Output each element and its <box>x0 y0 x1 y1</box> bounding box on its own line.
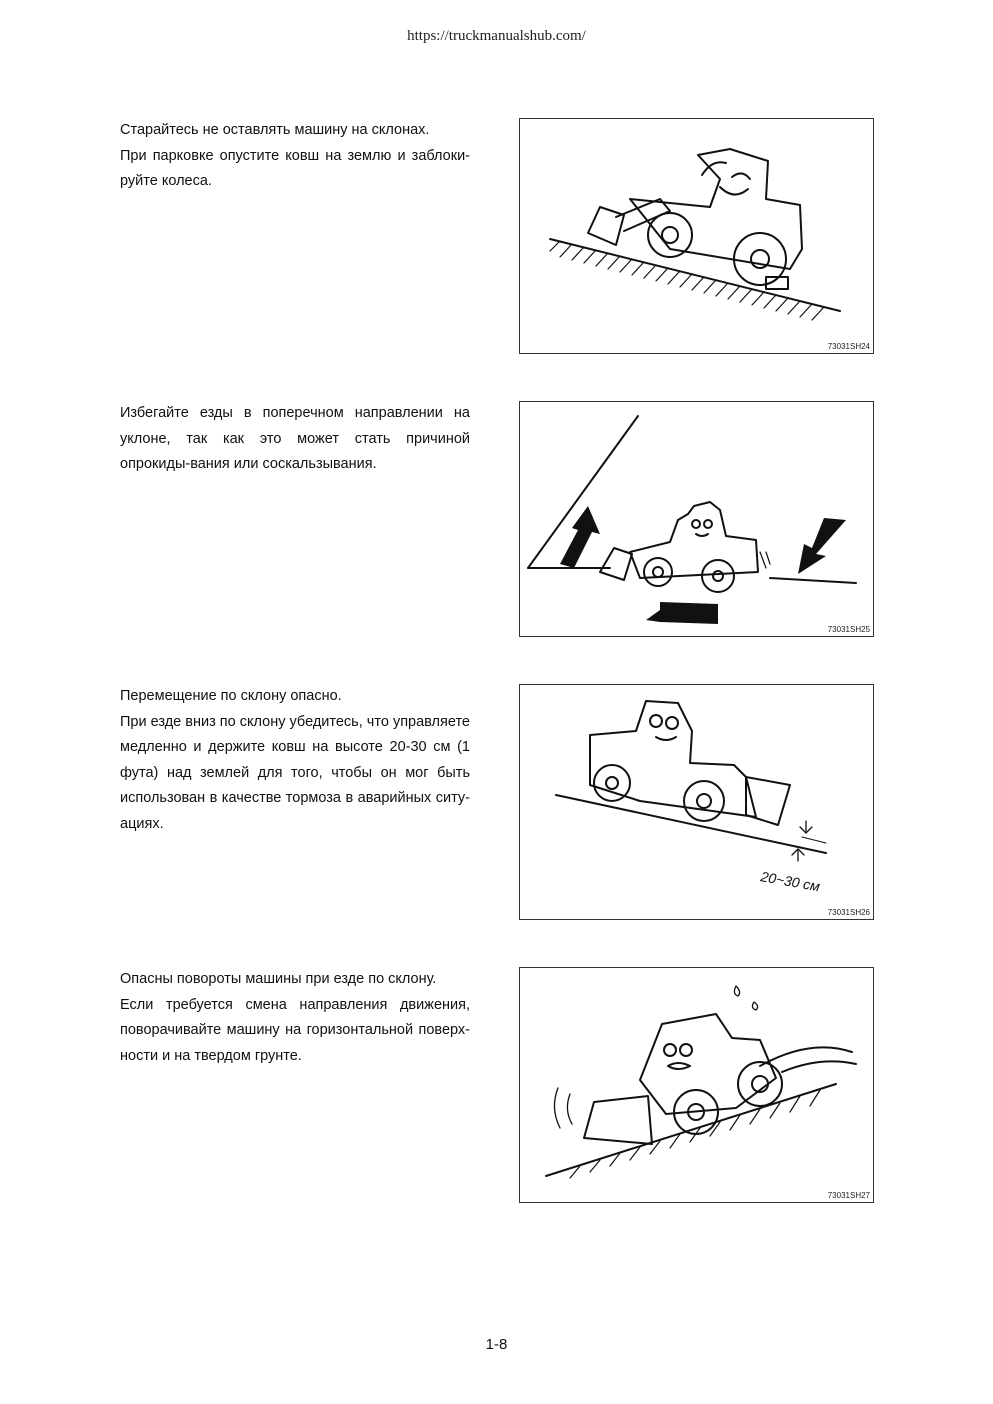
figure-code-1: 73031SH24 <box>827 342 870 351</box>
section-4-text <box>120 967 470 1069</box>
figure-code-3: 73031SH26 <box>827 908 870 917</box>
section-3-text <box>120 684 470 837</box>
loader-body <box>630 502 758 578</box>
section-1-line-1: Старайтесь не оставлять машину на склонах. <box>120 122 430 138</box>
height-label: 20~30 см <box>759 868 822 895</box>
front-wheel <box>648 213 692 257</box>
front-wheel <box>644 558 672 586</box>
bucket-shape <box>600 548 632 580</box>
section-3-line-1: Перемещение по склону опасно. <box>120 688 342 704</box>
section-1-line-2: При парковке опустите ковш на землю и заблоки-руйте колеса. <box>120 147 470 189</box>
parked-loader-illustration <box>520 119 874 354</box>
loader-body <box>590 701 756 817</box>
section-2-line-1: Избегайте езды в поперечном направлении на уклоне, так как это может стать причиной опрокиды-вания или соскальзывания. <box>120 405 470 472</box>
slope-line <box>556 795 826 853</box>
figure-code-4: 73031SH27 <box>827 1191 870 1200</box>
section-1-text <box>120 118 470 195</box>
bucket-shape <box>584 1096 652 1144</box>
left-arrow <box>646 602 718 624</box>
figure-turning-on-slope <box>519 967 874 1203</box>
figure-cross-slope <box>519 401 874 637</box>
rear-wheel <box>594 765 630 801</box>
page-url-header <box>0 28 993 45</box>
downhill-illustration <box>520 685 874 920</box>
section-3-line-2: При езде вниз по склону убедитесь, что управляете медленно и держите ковш на высоте 20-30 см (1 фута) над землей для того, чтобы он мог быть использован в качестве тормоза в аварийных ситу-ациях. <box>120 713 470 832</box>
source-url-link[interactable]: https://truckmanualshub.com/ <box>407 28 586 44</box>
turning-illustration <box>520 968 874 1203</box>
front-wheel <box>684 781 724 821</box>
figure-parked-on-slope <box>519 118 874 354</box>
rear-wheel <box>738 1062 782 1106</box>
slope-line <box>550 239 840 311</box>
ground-hatching <box>550 241 824 320</box>
down-arrow <box>798 518 846 574</box>
loader-body <box>640 1014 776 1114</box>
bucket-shape <box>588 207 624 245</box>
slope-line <box>546 1084 836 1176</box>
section-4-line-1: Опасны повороты машины при езде по склону. <box>120 971 437 987</box>
section-2-text <box>120 401 470 478</box>
cross-slope-illustration <box>520 402 874 637</box>
skid-trail <box>760 1047 852 1066</box>
page-number: 1-8 <box>485 1336 508 1353</box>
direction-arrows <box>560 506 846 624</box>
figure-downhill-bucket-height <box>519 684 874 920</box>
section-4-line-2: Если требуется смена направления движения, поворачивайте машину на горизонтальной поверх-ности и на твердом грунте. <box>120 996 470 1064</box>
rear-wheel <box>702 560 734 592</box>
figure-code-2: 73031SH25 <box>827 625 870 634</box>
